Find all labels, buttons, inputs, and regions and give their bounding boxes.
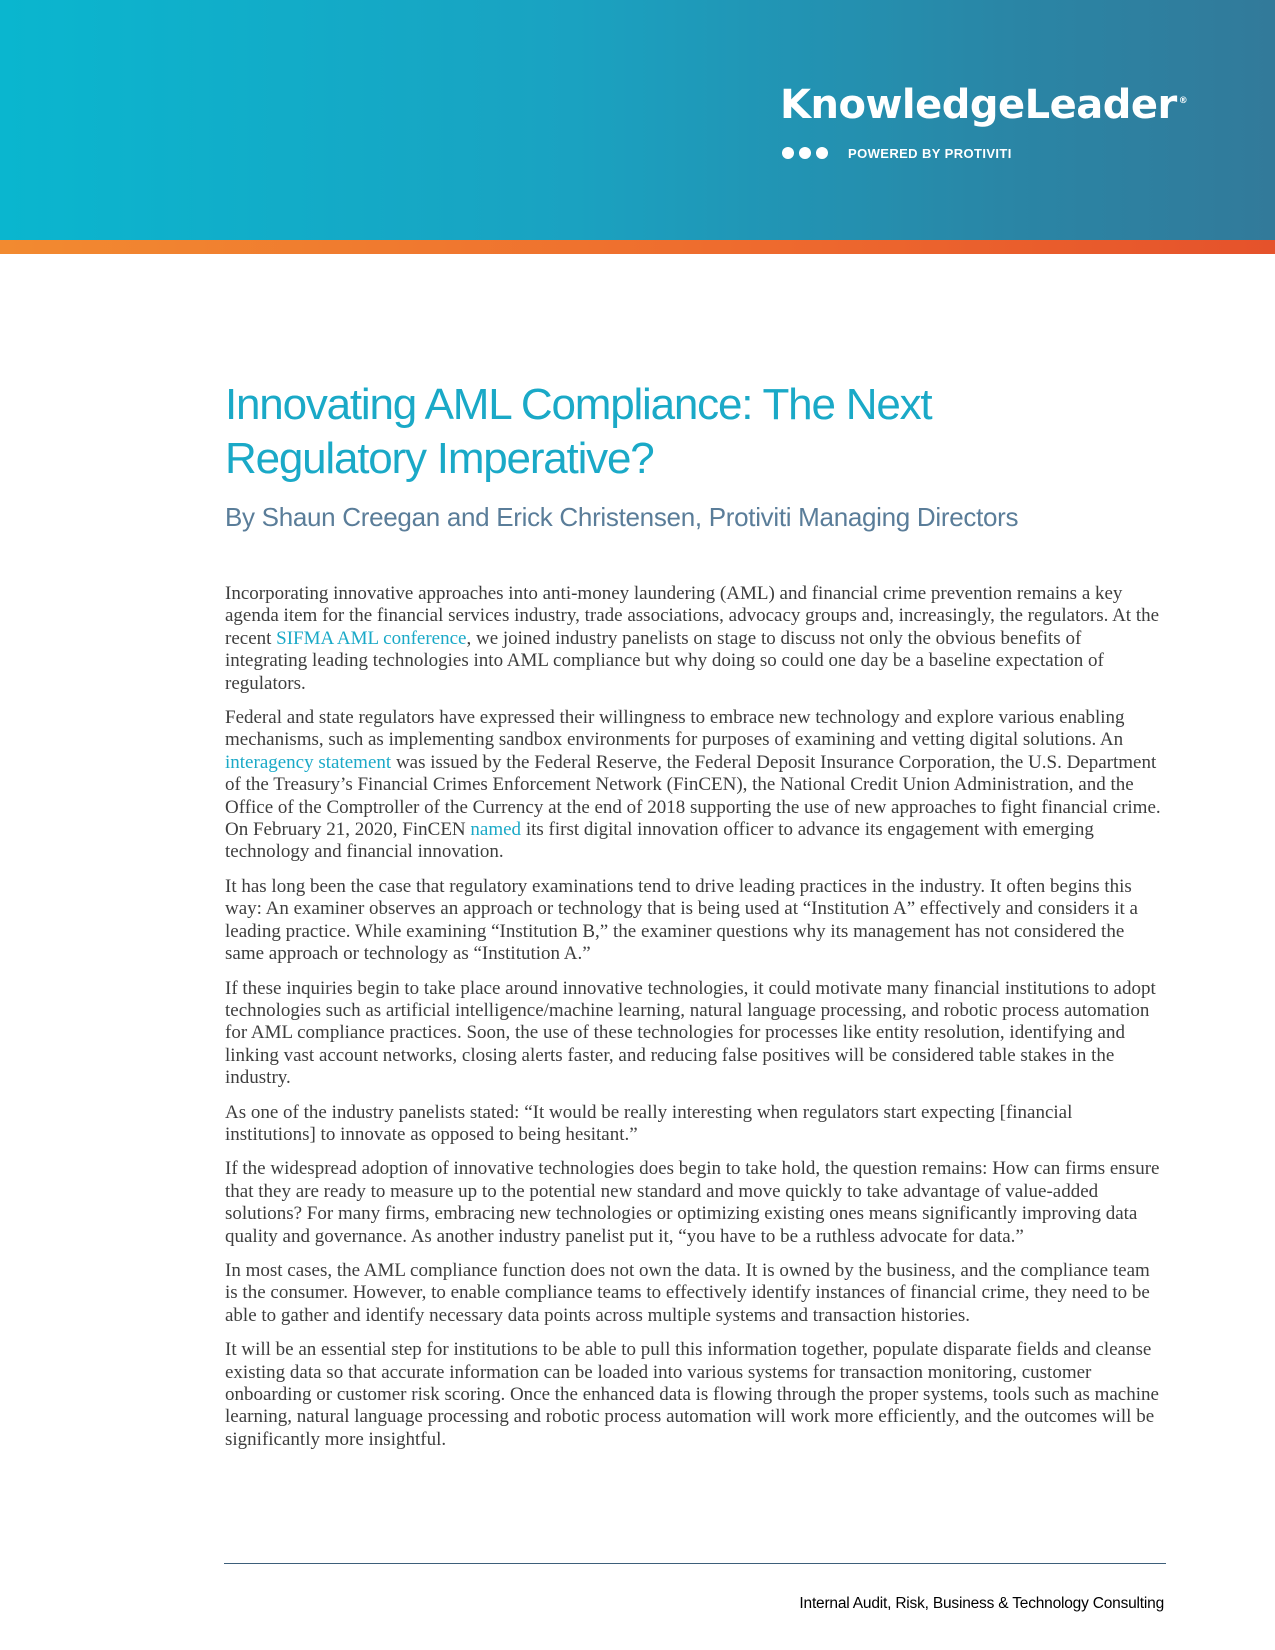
paragraph-text: Incorporating innovative approaches into anti-money laundering (AML) and financial crime prevention remains a key agenda item for the financial services industry, trade associations, advocacy groups and, increasingly, the regulators. At the recent [225, 583, 1160, 649]
registered-mark: ® [1178, 96, 1188, 106]
paragraph-8: It will be an essential step for institutions to be able to pull this information together, populate disparate fields and cleanse existing data so that accurate information can be loaded into various systems for transaction monitoring, customer onboarding or customer risk scoring. Once the enhanced data is flowing through the proper systems, tools such as machine learning, natural language processing and robotic process automation will work more efficiently, and the outcomes will be significantly more insightful. [225, 1339, 1159, 1450]
paragraph-6: If the widespread adoption of innovative technologies does begin to take hold, the question remains: How can firms ensure that they are ready to measure up to the potential new standard and move quickly to take advantage of value-added solutions? For many firms, embracing new technologies or optimizing existing ones means significantly improving data quality and governance. As another industry panelist put it, “you have to be a ruthless advocate for data.” [225, 1158, 1160, 1247]
paragraph-text: was issued by the Federal Reserve, the Federal Deposit Insurance Corporation, the U.S. Department of the Treasury’s Financial Crimes Enforcement Network (FinCEN), the National Credit Union Administration, and the Office of the Comptroller of the Currency at the end of 2018 supporting the use of new approaches to fight financial crime. On February 21, 2020, FinCEN [225, 751, 1161, 841]
paragraph-4: If these inquiries begin to take place around innovative technologies, it could motivate many financial institutions to adopt technologies such as artificial intelligence/machine learning, natural language processing, and robotic process automation for AML compliance practices. Soon, the use of these technologies for processes like entity resolution, identifying and linking vast account networks, closing alerts faster, and reducing false positives will be considered table stakes in the industry. [225, 977, 1156, 1089]
sifma-aml-conference-link[interactable]: SIFMA AML conference [276, 627, 467, 649]
header-banner [0, 0, 1275, 240]
paragraph-text: its first digital innovation officer to advance its engagement with emerging technology and financial innovation. [225, 819, 1094, 863]
paragraph-2 [225, 707, 1165, 864]
brand-name: KnowledgeLeader [780, 82, 1177, 128]
paragraph-text: , we joined industry panelists on stage to discuss not only the obvious benefits of integrating leading technologies into AML compliance but why doing so could one day be a baseline expectation of regulators. [225, 627, 1104, 694]
paragraph-7: In most cases, the AML compliance function does not own the data. It is owned by the business, and the compliance team is the consumer. However, to enable compliance teams to effectively identify instances of financial crime, they need to be able to gather and identify necessary data points across multiple systems and transaction histories. [225, 1259, 1150, 1326]
paragraph-3: It has long been the case that regulatory examinations tend to drive leading practices in the industry. It often begins this way: An examiner observes an approach or technology that is being used at “Institution A” effectively and considers it a leading practice. While examining “Institution B,” the examiner questions why its management has not considered the same approach or technology as “Institution A.” [225, 875, 1138, 965]
paragraph-text: Federal and state regulators have expressed their willingness to embrace new technology and explore various enabling mechanisms, such as implementing sandbox environments for purposes of examining and vetting digital solutions. An [225, 707, 1125, 751]
interagency-statement-link[interactable]: interagency statement [225, 751, 392, 773]
footer-divider [224, 1563, 1166, 1564]
protiviti-dots-icon [782, 147, 828, 159]
paragraph-1 [225, 583, 1165, 695]
knowledgeleader-logo[interactable] [780, 82, 1187, 128]
paragraph-5: As one of the industry panelists stated: “It would be really interesting when regulators start expecting [financial institutions] to innovate as opposed to being hesitant.” [225, 1101, 1073, 1145]
powered-by-label: POWERED BY PROTIVITI [848, 146, 1012, 161]
named-link[interactable]: named [470, 819, 522, 841]
article-body [225, 583, 1165, 1463]
page-title: Innovating AML Compliance: The Next Regulatory Imperative? [225, 380, 932, 483]
byline: By Shaun Creegan and Erick Christensen, Protiviti Managing Directors [225, 502, 1019, 532]
accent-bar [0, 240, 1275, 254]
footer-text: Internal Audit, Risk, Business & Technology Consulting [799, 1595, 1164, 1612]
